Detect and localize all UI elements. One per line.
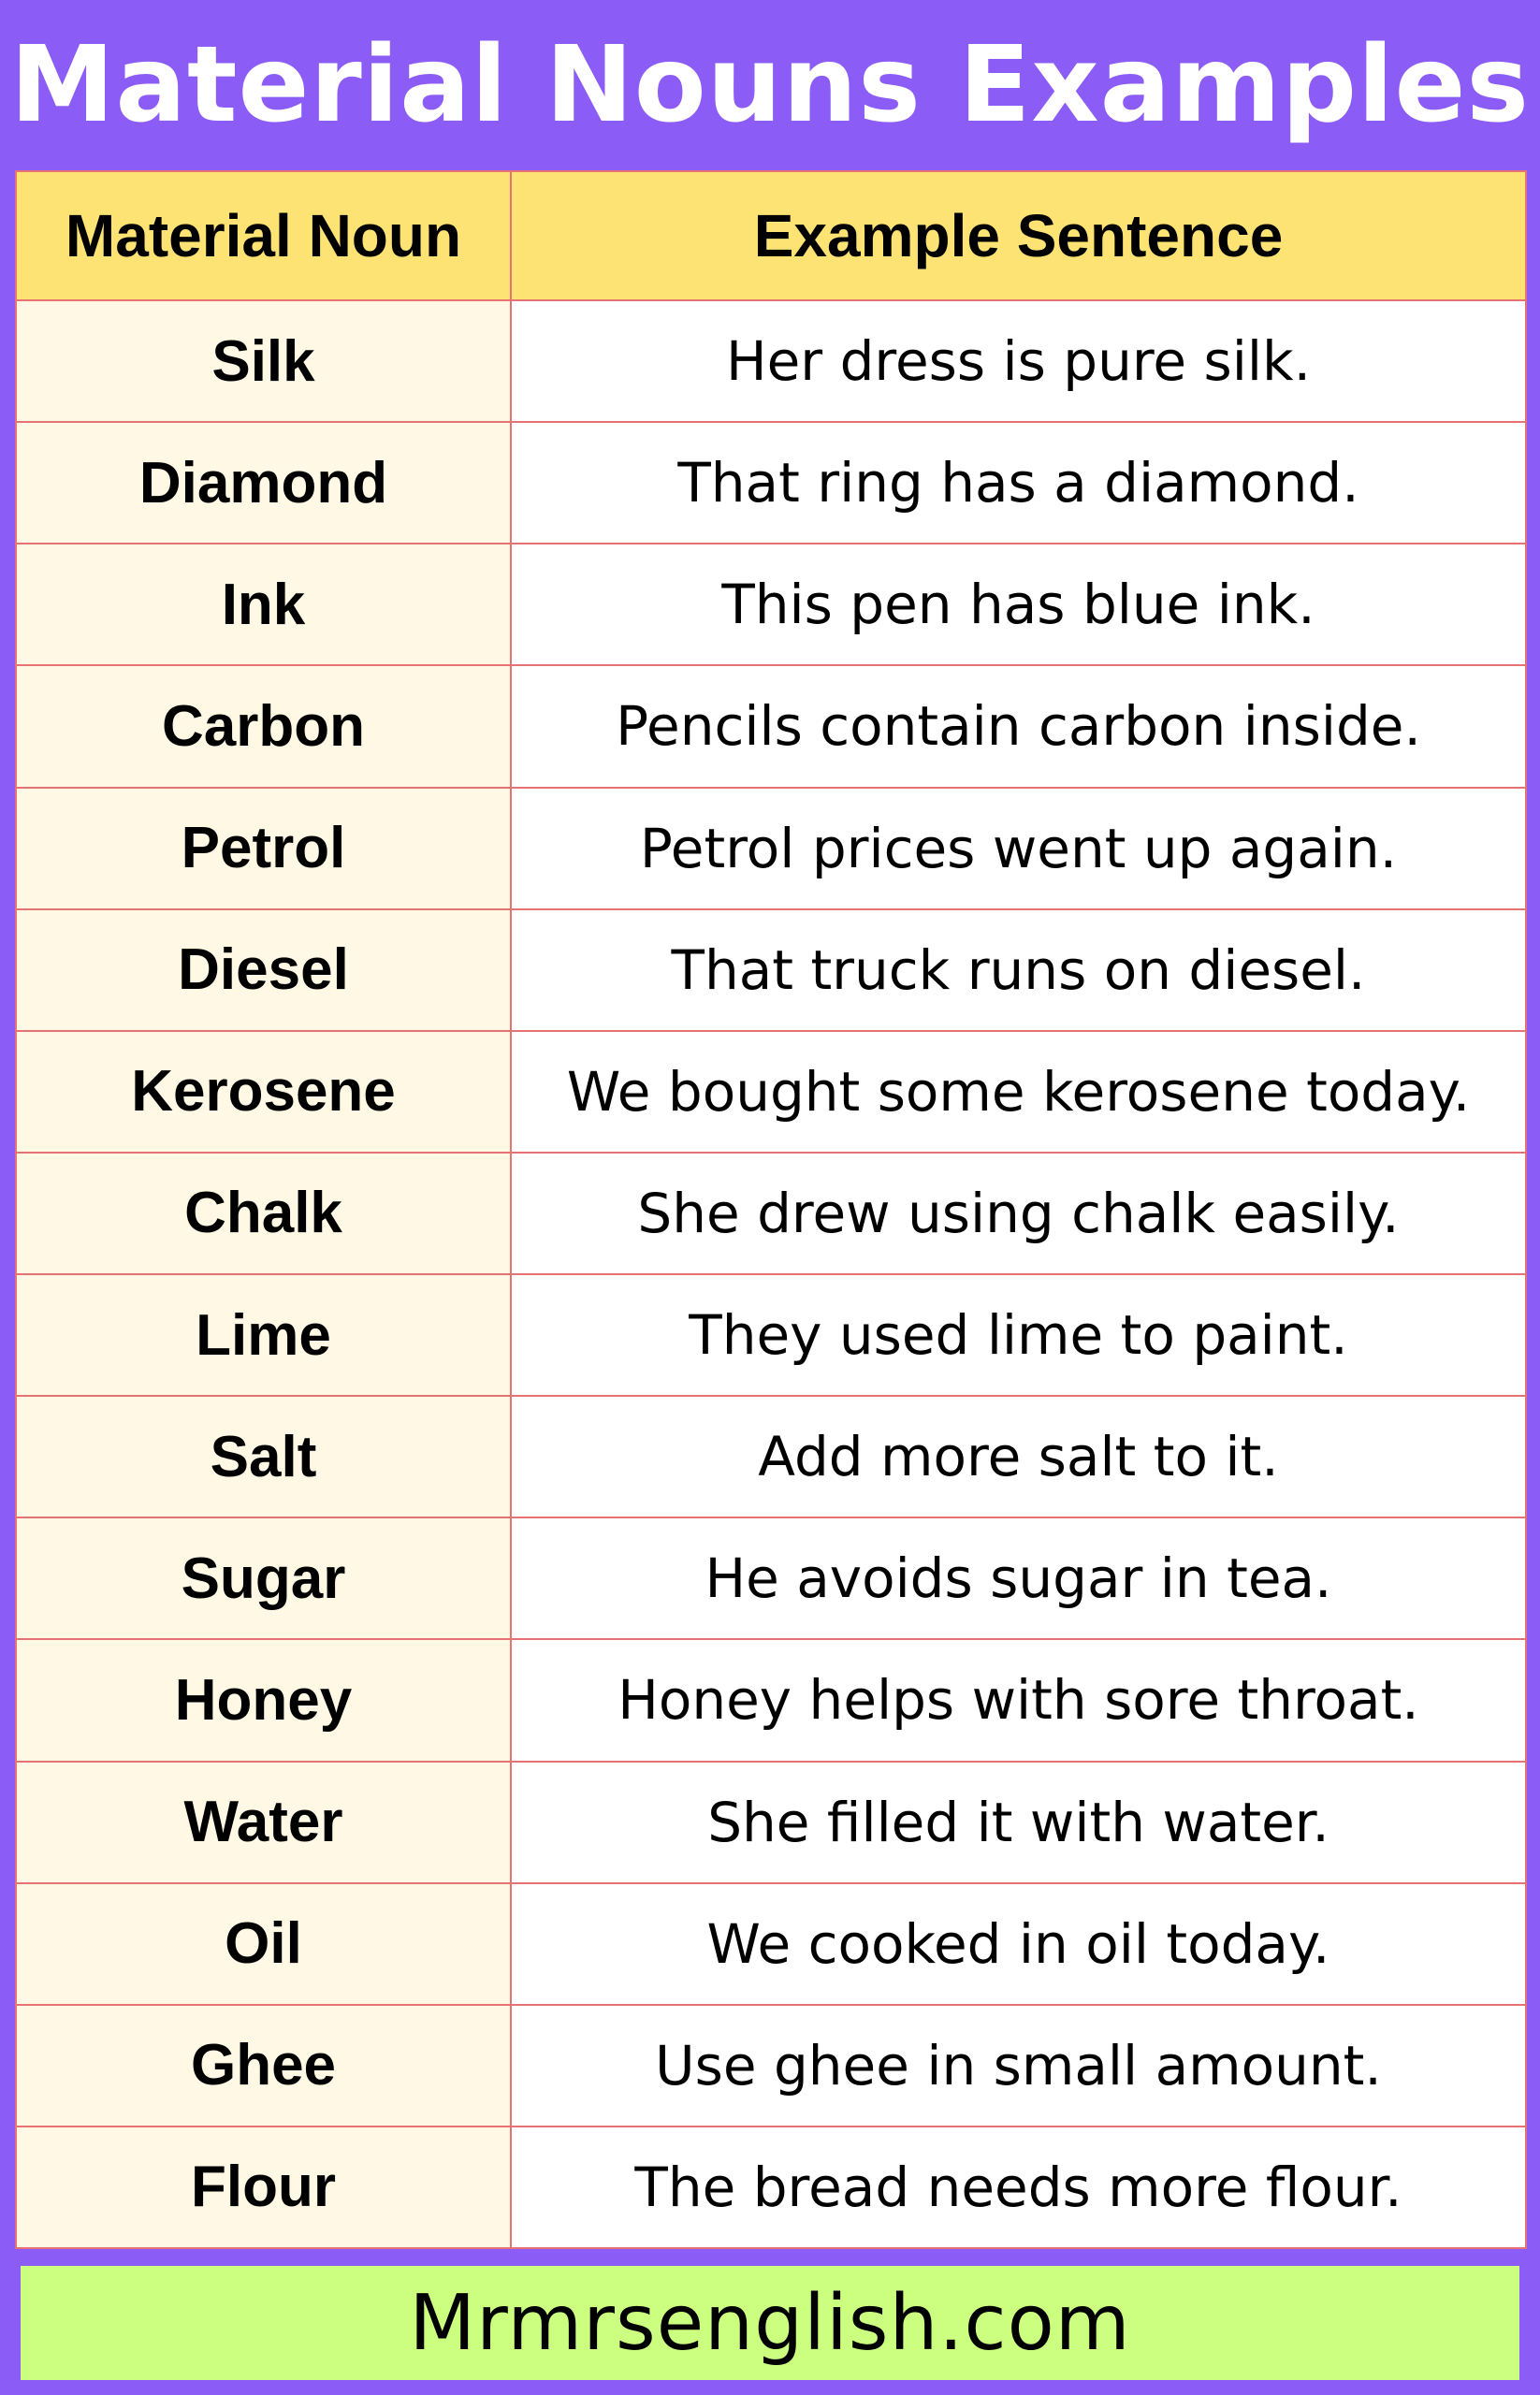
table-row [16,1883,1526,2005]
table-header-row [16,171,1526,300]
example-sentence-cell: They used lime to paint. [511,1274,1526,1396]
material-noun-cell: Sugar [16,1517,511,1639]
material-nouns-table [15,170,1527,2249]
website-footer: Mrmrsenglish.com [21,2266,1519,2380]
material-noun-cell: Diamond [16,422,511,544]
example-sentence-cell: That truck runs on diesel. [511,909,1526,1031]
table-row [16,1396,1526,1517]
example-sentence-cell: We cooked in oil today. [511,1883,1526,2005]
example-sentence-cell: Use ghee in small amount. [511,2005,1526,2126]
column-header-material-noun: Material Noun [16,171,511,300]
table-body [16,300,1526,2248]
material-noun-cell: Flour [16,2126,511,2248]
material-noun-cell: Carbon [16,665,511,787]
material-noun-cell: Chalk [16,1153,511,1274]
table-row [16,2126,1526,2248]
example-sentence-cell: That ring has a diamond. [511,422,1526,544]
material-noun-cell: Ink [16,544,511,665]
example-sentence-cell: We bought some kerosene today. [511,1031,1526,1153]
material-noun-cell: Ghee [16,2005,511,2126]
table-row [16,909,1526,1031]
table-row [16,1031,1526,1153]
example-sentence-cell: Her dress is pure silk. [511,300,1526,422]
page-title: Material Nouns Examples [9,24,1531,146]
material-noun-cell: Diesel [16,909,511,1031]
material-noun-cell: Silk [16,300,511,422]
column-header-example-sentence: Example Sentence [511,171,1526,300]
table-row [16,1639,1526,1761]
material-noun-cell: Oil [16,1883,511,2005]
example-sentence-cell: Honey helps with sore throat. [511,1639,1526,1761]
table-row [16,1517,1526,1639]
example-sentence-cell: This pen has blue ink. [511,544,1526,665]
table-row [16,1762,1526,1883]
material-noun-cell: Petrol [16,788,511,909]
example-sentence-cell: He avoids sugar in tea. [511,1517,1526,1639]
table-row [16,788,1526,909]
example-sentence-cell: She filled it with water. [511,1762,1526,1883]
example-sentence-cell: She drew using chalk easily. [511,1153,1526,1274]
table-row [16,300,1526,422]
table-row [16,422,1526,544]
material-noun-cell: Lime [16,1274,511,1396]
table-row [16,544,1526,665]
table-row [16,2005,1526,2126]
material-noun-cell: Honey [16,1639,511,1761]
material-noun-cell: Salt [16,1396,511,1517]
example-sentence-cell: Add more salt to it. [511,1396,1526,1517]
material-noun-cell: Kerosene [16,1031,511,1153]
material-nouns-table-container [15,170,1525,2249]
example-sentence-cell: Pencils contain carbon inside. [511,665,1526,787]
table-row [16,1153,1526,1274]
table-row [16,665,1526,787]
material-noun-cell: Water [16,1762,511,1883]
example-sentence-cell: Petrol prices went up again. [511,788,1526,909]
table-row [16,1274,1526,1396]
example-sentence-cell: The bread needs more flour. [511,2126,1526,2248]
